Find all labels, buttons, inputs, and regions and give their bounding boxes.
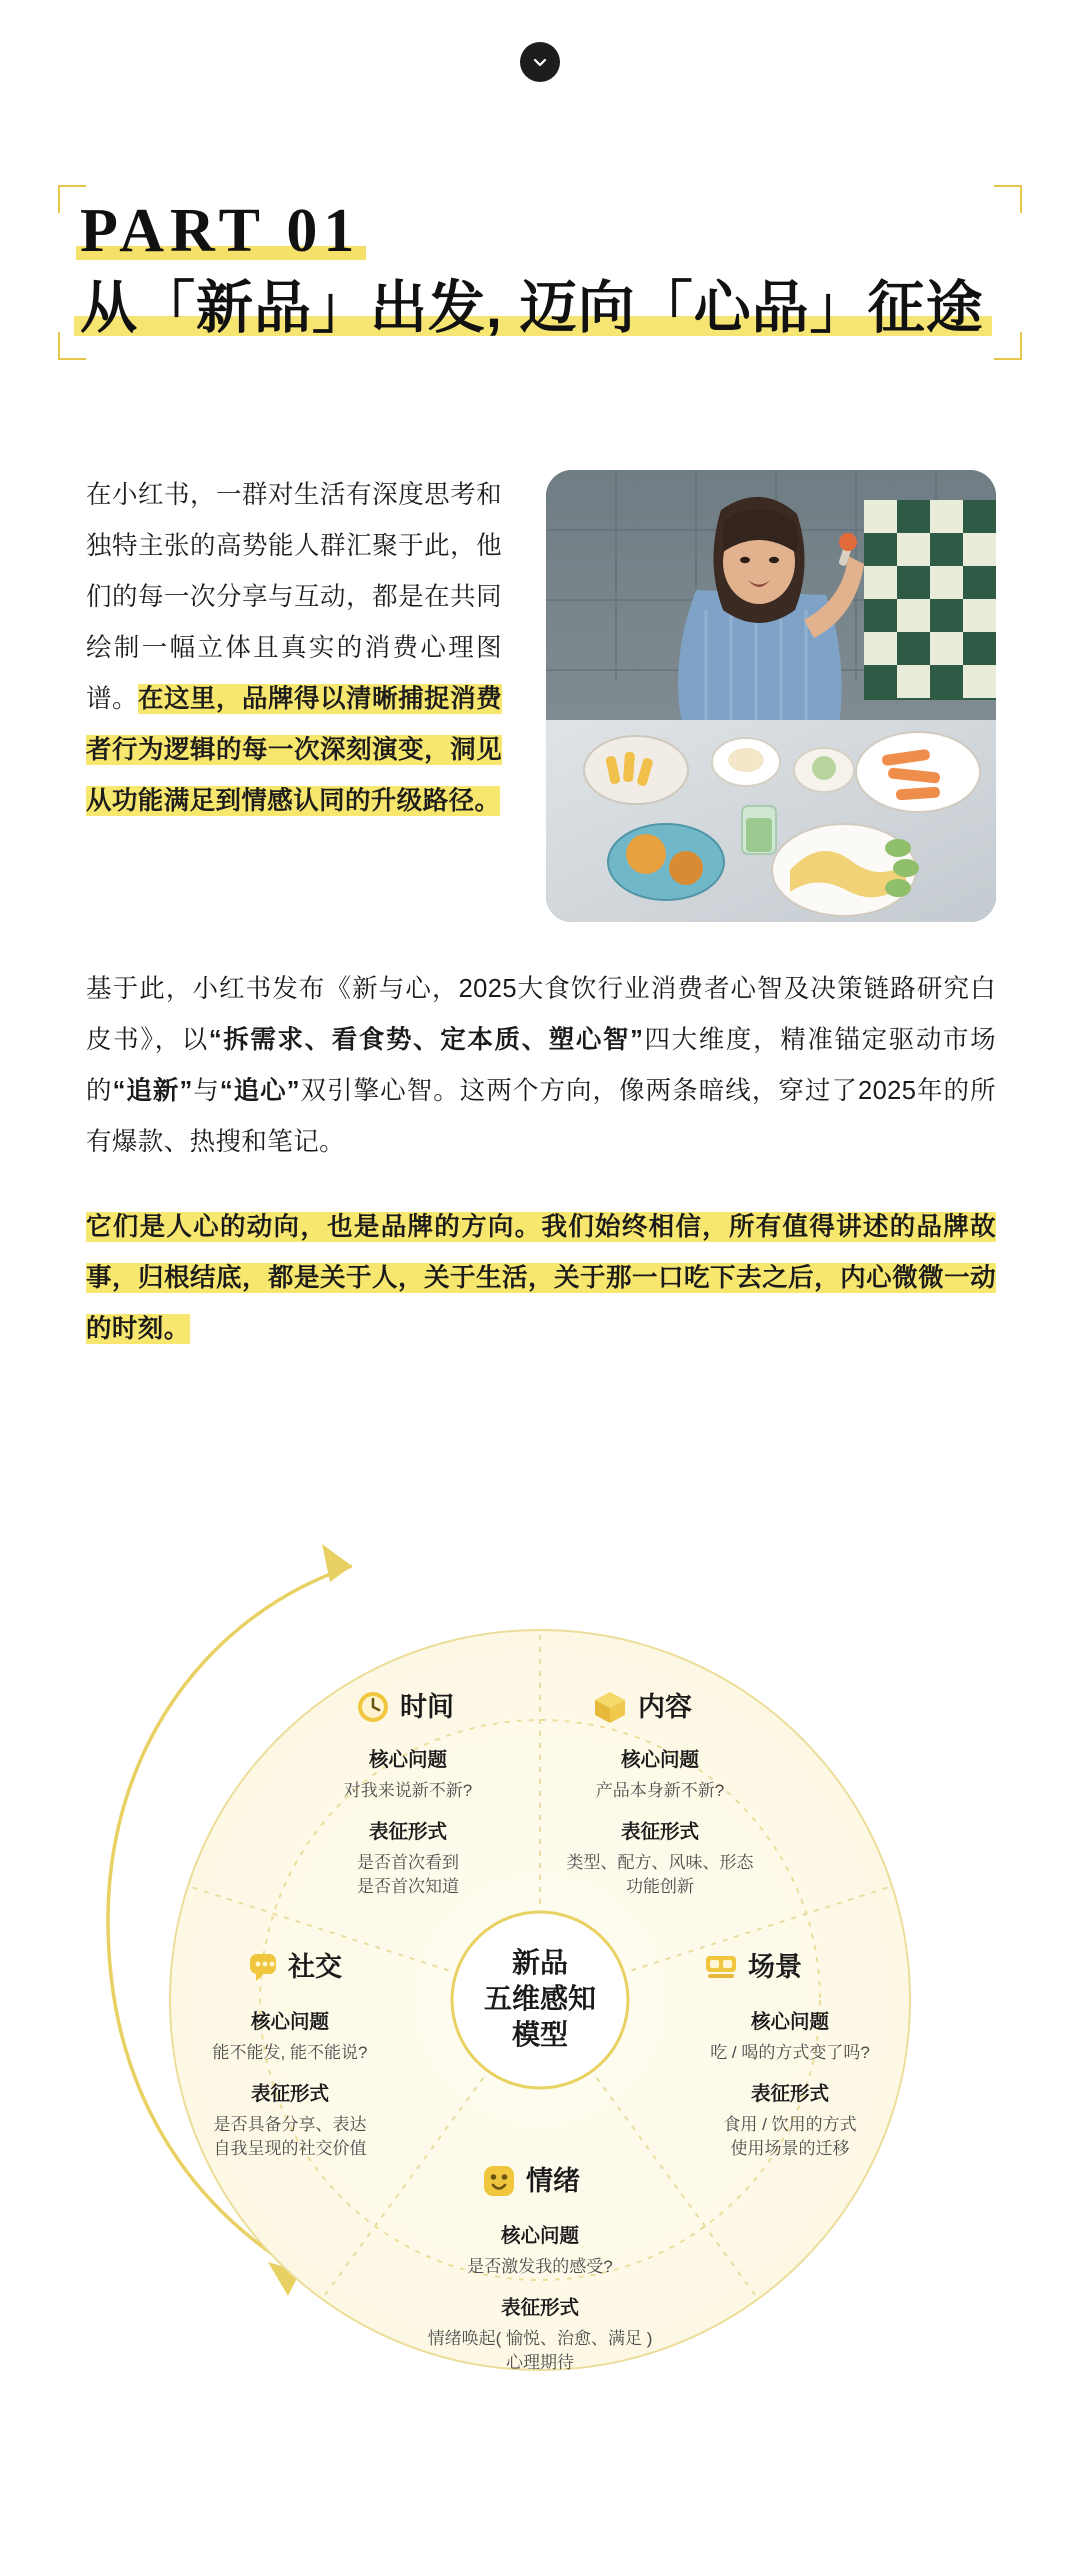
p2-text-b: 四大维度，精准锚定驱动市场的 <box>86 1026 996 1105</box>
segment-time-f-label: 表征形式 <box>368 1821 448 1843</box>
segment-emotion-f-line-2: 心理期待 <box>506 2353 574 2372</box>
segment-time-f-line-1: 是否首次看到 <box>357 1853 459 1872</box>
p3-text: 它们是人心的动向，也是品牌的方向。我们始终相信，所有值得讲述的品牌故事，归根结底，都是关于人，关于生活，关于那一口吃下去之后，内心微微一动的时刻。 <box>86 1213 996 1343</box>
center-line-2: 五维感知 <box>483 1983 597 2014</box>
center-line-3: 模型 <box>511 2019 569 2050</box>
segment-content-q-text: 产品本身新不新? <box>595 1781 725 1800</box>
paragraph-3 <box>86 1202 996 1355</box>
segment-time-title: 时间 <box>400 1692 454 1722</box>
segment-emotion-q-text: 是否激发我的感受? <box>467 2257 613 2276</box>
segment-content-f-label: 表征形式 <box>620 1821 700 1843</box>
center-line-1: 新品 <box>511 1947 569 1978</box>
segment-time-q-label: 核心问题 <box>368 1749 448 1771</box>
p2-quote-1: “拆需求、看食势、定本质、塑心智” <box>208 1026 644 1054</box>
segment-social-f-line-1: 是否具备分享、表达 <box>213 2115 367 2134</box>
segment-scene-title: 场景 <box>748 1952 802 1982</box>
dining-photo-illustration <box>546 470 996 922</box>
segment-scene-q-text: 吃 / 喝的方式变了吗? <box>710 2043 870 2062</box>
segment-emotion-q-label: 核心问题 <box>500 2225 580 2247</box>
segment-social-f-label: 表征形式 <box>250 2083 330 2105</box>
segment-time-q-text: 对我来说新不新? <box>343 1781 473 1800</box>
page-title: 从「新品」出发, 迈向「心品」征途 <box>80 274 984 342</box>
chevron-down-icon <box>529 51 551 73</box>
segment-time-f-line-2: 是否首次知道 <box>357 1877 459 1896</box>
segment-scene-f-label: 表征形式 <box>750 2083 830 2105</box>
part-heading <box>58 185 1022 360</box>
segment-content-f-line-1: 类型、配方、风味、形态 <box>566 1853 754 1872</box>
segment-content-title: 内容 <box>638 1692 692 1722</box>
intro-text-plain: 在小红书，一群对生活有深度思考和独特主张的高势能人群汇聚于此，他们的每一次分享与互动，都是在共同绘制一幅立体且真实的消费心理图谱。 <box>86 481 502 713</box>
segment-scene-f-line-1: 食用 / 饮用的方式 <box>723 2115 857 2134</box>
segment-content-f-line-2: 功能创新 <box>626 1877 694 1896</box>
segment-social-q-label: 核心问题 <box>250 2011 330 2033</box>
segment-emotion-f-line-1: 情绪唤起( 愉悦、治愈、满足 ) <box>427 2329 653 2348</box>
segment-content-q-label: 核心问题 <box>620 1749 700 1771</box>
five-dimension-model-diagram <box>0 1520 1080 2540</box>
article-photo <box>546 470 996 922</box>
part-label: PART 01 <box>80 197 361 265</box>
segment-scene-f-line-2: 使用场景的迁移 <box>730 2139 850 2158</box>
segment-emotion-title: 情绪 <box>526 2166 580 2196</box>
smiley-icon <box>484 2166 514 2196</box>
segment-emotion-f-label: 表征形式 <box>500 2297 580 2319</box>
segment-social-title: 社交 <box>288 1952 342 1982</box>
segment-social-q-text: 能不能发, 能不能说? <box>212 2043 368 2062</box>
clock-icon <box>358 1692 388 1722</box>
segment-scene-q-label: 核心问题 <box>750 2011 830 2033</box>
intro-text-highlight: 在这里，品牌得以清晰捕捉消费者行为逻辑的每一次深刻演变，洞见从功能满足到情感认同的升级路径。 <box>86 685 502 815</box>
p2-text-a: 基于此，小红书发布《新与心，2025大食饮行业消费者心智及决策链路研究白皮书》，以 <box>86 975 996 1054</box>
scene-icon <box>706 1956 736 1978</box>
p2-quote-2: “追新” <box>112 1077 193 1105</box>
intro-paragraph <box>86 470 502 827</box>
p2-text-d: 双引擎心智。这两个方向，像两条暗线，穿过了2025年的所有爆款、热搜和笔记。 <box>86 1077 996 1156</box>
p2-text-c: 与 <box>192 1077 220 1105</box>
p2-quote-3: “追心” <box>219 1077 300 1105</box>
paragraph-2 <box>86 964 996 1168</box>
article-body <box>86 470 996 1355</box>
scroll-down-button[interactable] <box>520 42 560 82</box>
segment-social-f-line-2: 自我呈现的社交价值 <box>213 2139 367 2158</box>
